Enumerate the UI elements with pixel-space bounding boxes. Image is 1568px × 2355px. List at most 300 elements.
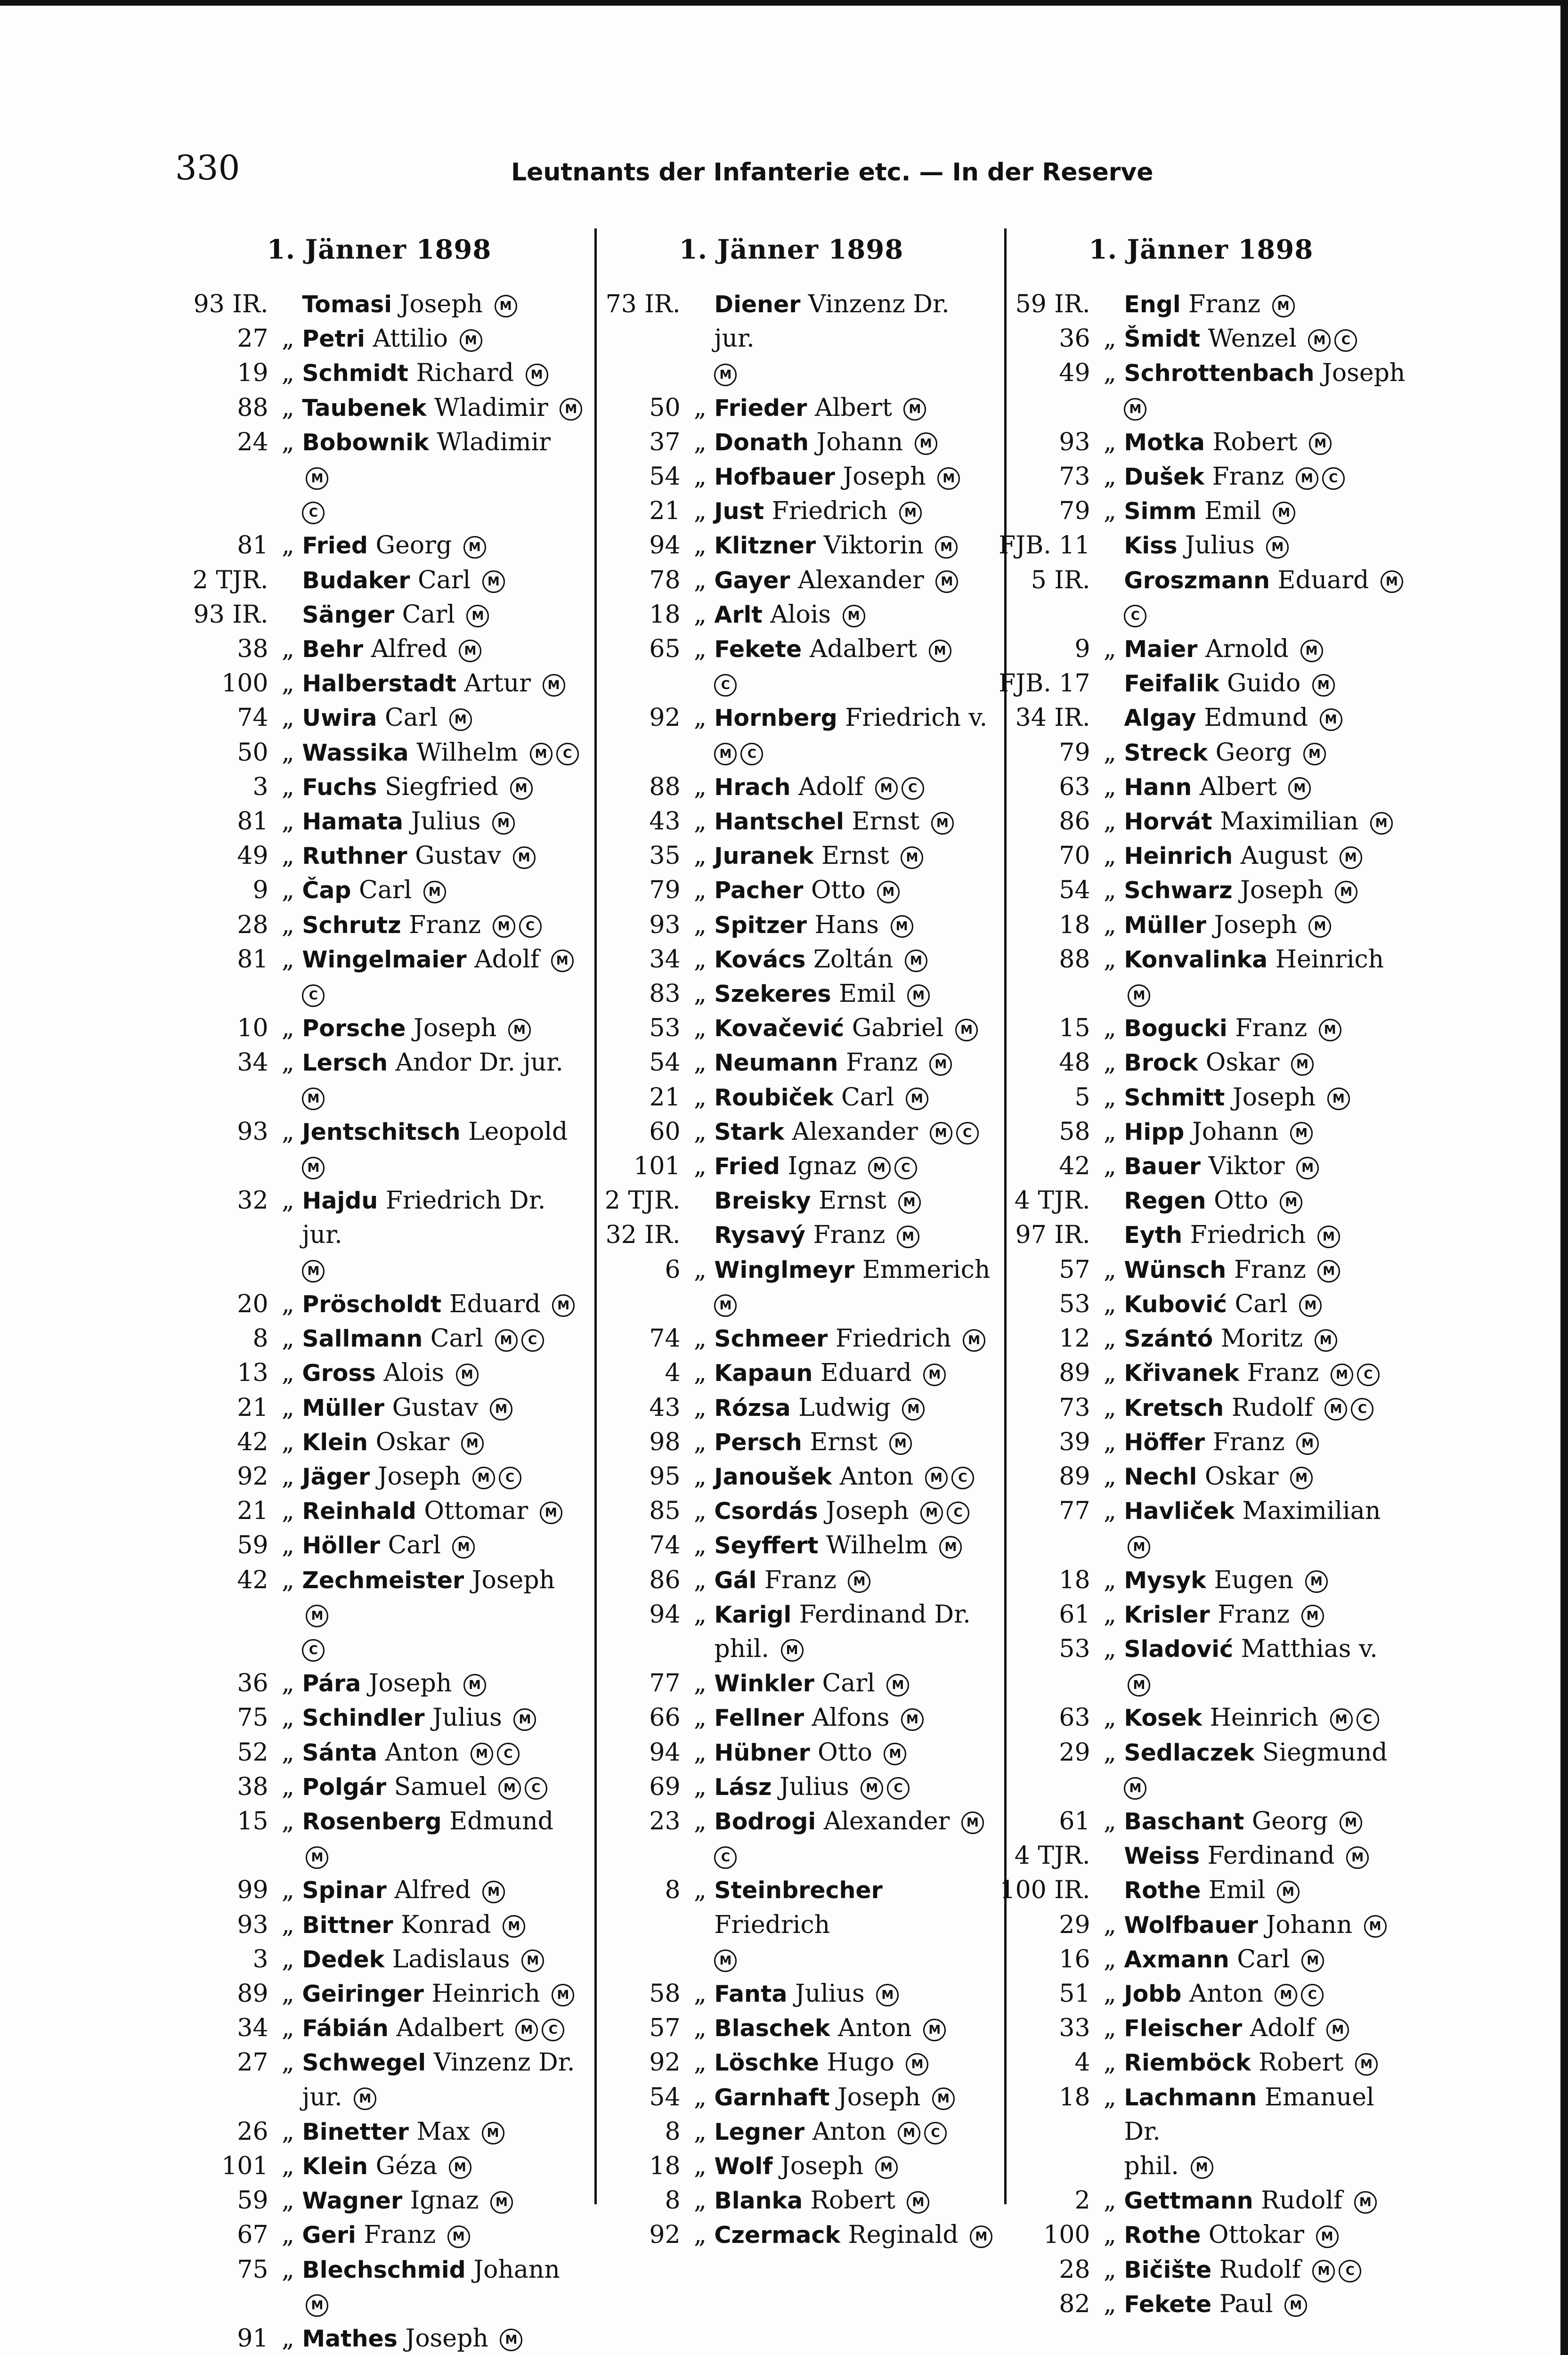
given-name: Hans xyxy=(814,910,879,939)
entry-line xyxy=(714,942,996,977)
given-name: Otto xyxy=(818,1738,872,1767)
circled-m-icon: M xyxy=(302,1260,325,1283)
circled-m-icon: M xyxy=(1301,1605,1324,1627)
entry-line xyxy=(302,1942,584,1977)
given-name: Ludwig xyxy=(798,1393,891,1422)
ditto-mark: „ xyxy=(1103,876,1116,905)
entry-line xyxy=(302,1356,584,1390)
ditto-mark: „ xyxy=(1103,1359,1116,1388)
entry-line xyxy=(1124,460,1406,494)
regiment-number: FJB. 11 xyxy=(999,531,1090,560)
circled-m-icon: M xyxy=(306,467,328,490)
entry-text xyxy=(1124,1287,1406,1322)
entry-text xyxy=(714,908,996,942)
circled-m-icon: M xyxy=(907,2191,929,2214)
regiment-number: 3 xyxy=(252,1945,268,1973)
entry-line xyxy=(1124,701,1406,735)
ditto-mark: „ xyxy=(1103,1979,1116,2008)
entry-line xyxy=(1124,2287,1406,2322)
given-name: Oskar xyxy=(375,1428,450,1456)
surname: Rózsa xyxy=(714,1394,791,1421)
entry-text xyxy=(714,1598,996,1666)
given-name: Adalbert xyxy=(396,2014,504,2043)
given-name: Johann xyxy=(1266,1910,1353,1939)
entry-line xyxy=(1124,1701,1406,1735)
list-entry xyxy=(174,2115,584,2149)
entry-text xyxy=(1124,1046,1406,1080)
given-name: Rudolf xyxy=(1261,2186,1343,2215)
ditto-mark: „ xyxy=(693,1048,707,1077)
given-name: Franz xyxy=(813,1221,886,1250)
regiment-number: 2 xyxy=(1074,2186,1090,2215)
regiment-number: 59 xyxy=(237,2186,268,2215)
entry-line xyxy=(302,804,584,839)
ditto-mark: „ xyxy=(281,842,294,870)
given-name: Franz xyxy=(764,1566,837,1594)
circled-m-icon: M xyxy=(915,432,937,455)
ditto-mark: „ xyxy=(693,497,707,526)
list-entry xyxy=(586,2184,996,2218)
regiment-number: 12 xyxy=(1059,1324,1090,1353)
given-name: Joseph xyxy=(414,1014,497,1043)
circled-m-icon: M xyxy=(423,881,446,903)
given-name: Rudolf xyxy=(1231,1393,1313,1422)
entry-line xyxy=(714,1598,996,1632)
circled-m-icon: M xyxy=(1273,502,1295,524)
surname: Rysavý xyxy=(714,1222,805,1249)
ditto-mark: „ xyxy=(1103,1152,1116,1181)
entry-text xyxy=(1124,1356,1406,1390)
list-entry xyxy=(996,666,1406,701)
entry-text xyxy=(714,1046,996,1080)
list-entry xyxy=(174,1322,584,1356)
regiment-number: 4 TJR. xyxy=(1014,1842,1090,1870)
entry-line xyxy=(302,2046,584,2080)
regiment-number: 54 xyxy=(649,2083,681,2111)
given-name: Wladimir xyxy=(434,393,548,422)
regiment-number: 74 xyxy=(237,704,268,732)
circled-m-icon: M xyxy=(931,812,954,835)
circled-m-icon: M xyxy=(1312,2260,1335,2282)
entry-text xyxy=(1124,1736,1406,1804)
given-name: Edmund xyxy=(449,1807,553,1835)
regiment-number: 8 xyxy=(252,1324,268,1353)
entry-line xyxy=(1124,770,1406,804)
ditto-mark: „ xyxy=(693,1324,707,1353)
regiment-number: 35 xyxy=(649,842,681,870)
given-name: Joseph xyxy=(1322,359,1406,388)
ditto-mark: „ xyxy=(281,1704,294,1732)
surname: Jobb xyxy=(1124,1980,1182,2007)
surname: Wingelmaier xyxy=(302,946,467,973)
regiment-number: 73 xyxy=(1059,463,1090,491)
regiment-number: 89 xyxy=(1059,1462,1090,1491)
entry-line xyxy=(1124,1322,1406,1356)
surname: Heinrich xyxy=(1124,843,1233,870)
list-entry xyxy=(586,804,996,839)
regiment-number: 18 xyxy=(649,600,681,629)
entry-text xyxy=(714,460,996,494)
regiment-number: 27 xyxy=(237,2048,268,2077)
circled-m-icon: M xyxy=(884,1743,906,1765)
entry-text xyxy=(1124,2287,1406,2322)
entry-line xyxy=(1124,1839,1406,1873)
entry-line xyxy=(714,1942,996,1977)
regiment-number: 21 xyxy=(649,1083,681,1112)
surname: Wolfbauer xyxy=(1124,1911,1258,1939)
given-name: Franz xyxy=(1234,1255,1306,1284)
entry-line xyxy=(302,1873,584,1908)
regiment-number: 54 xyxy=(1059,876,1090,905)
given-name: jur. xyxy=(302,2083,342,2111)
circled-m-icon: M xyxy=(1331,1364,1353,1386)
surname: Fried xyxy=(714,1153,780,1180)
regiment-number: 57 xyxy=(1059,1255,1090,1284)
regiment-number: 73 IR. xyxy=(605,290,681,318)
ditto-mark: „ xyxy=(693,1600,707,1629)
given-name: Franz xyxy=(1212,1428,1285,1456)
entry-line xyxy=(302,977,584,1011)
entry-line xyxy=(714,1770,996,1804)
entry-text xyxy=(1124,666,1406,701)
circled-m-icon: M xyxy=(463,1674,486,1697)
regiment-number: 81 xyxy=(237,807,268,836)
entry-text xyxy=(302,1011,584,1046)
list-entry xyxy=(996,770,1406,804)
list-column-1 xyxy=(174,226,584,2355)
entry-text xyxy=(714,1322,996,1356)
ditto-mark: „ xyxy=(281,1979,294,2008)
entry-line xyxy=(714,563,996,598)
circled-c-icon: C xyxy=(902,777,924,800)
list-entry xyxy=(586,287,996,391)
surname: Geri xyxy=(302,2222,356,2249)
regiment-number: 97 IR. xyxy=(1015,1221,1090,1250)
entry-text xyxy=(302,1666,584,1701)
given-name: Alexander xyxy=(792,1117,918,1146)
surname: Winkler xyxy=(714,1670,814,1697)
circled-m-icon: M xyxy=(897,1226,919,1248)
given-name: Andor Dr. jur. xyxy=(395,1048,563,1077)
given-name: Adolf xyxy=(474,945,540,974)
entry-text xyxy=(302,1977,584,2011)
list-entry xyxy=(586,908,996,942)
list-entry xyxy=(174,356,584,390)
circled-m-icon: M xyxy=(930,1122,952,1145)
entry-line xyxy=(1124,1149,1406,1184)
entry-text xyxy=(714,494,996,528)
entry-line xyxy=(1124,1494,1406,1563)
given-name: Joseph xyxy=(405,2324,488,2353)
circled-m-icon: M xyxy=(306,1846,328,1869)
ditto-mark: „ xyxy=(281,1772,294,1801)
circled-m-icon: M xyxy=(963,1329,985,1352)
list-entry xyxy=(996,2253,1406,2287)
entry-text xyxy=(302,1908,584,1942)
surname: Fanta xyxy=(714,1980,788,2007)
regiment-number: 69 xyxy=(649,1772,681,1801)
surname: Šmidt xyxy=(1124,325,1201,353)
surname: Geiringer xyxy=(302,1980,424,2007)
entry-line xyxy=(714,1632,996,1666)
surname: Kovács xyxy=(714,946,806,973)
entry-text xyxy=(1124,425,1406,460)
given-name: Johann xyxy=(473,2255,560,2284)
given-name: Carl xyxy=(1237,1945,1290,1973)
surname: Sallmann xyxy=(302,1325,423,1353)
given-name: Arnold xyxy=(1205,635,1289,664)
circled-m-icon: M xyxy=(1308,915,1331,938)
given-name: Franz xyxy=(409,910,481,939)
entry-line xyxy=(714,1356,996,1390)
entry-line xyxy=(1124,1460,1406,1494)
entry-line xyxy=(302,494,584,528)
list-entry xyxy=(586,1770,996,1804)
list-entry xyxy=(586,701,996,770)
entry-line xyxy=(1124,1873,1406,1908)
given-name: phil. xyxy=(714,1634,769,1663)
ditto-mark: „ xyxy=(281,2048,294,2077)
entry-line xyxy=(302,2322,584,2355)
entry-line xyxy=(302,1115,584,1149)
entry-line xyxy=(714,977,996,1011)
entry-line xyxy=(714,598,996,632)
list-entry xyxy=(174,701,584,735)
circled-m-icon: M xyxy=(490,2191,513,2214)
surname: Löschke xyxy=(714,2049,819,2077)
ditto-mark: „ xyxy=(1103,1497,1116,1526)
entry-line xyxy=(1124,839,1406,873)
circled-m-icon: M xyxy=(515,2019,538,2041)
regiment-number: 5 IR. xyxy=(1031,566,1090,594)
entry-line xyxy=(714,701,996,735)
circled-m-icon: M xyxy=(508,1019,531,1041)
entry-line xyxy=(302,1908,584,1942)
list-entry xyxy=(996,563,1406,632)
list-entry xyxy=(174,1356,584,1390)
given-name: Albert xyxy=(1199,772,1277,801)
list-entry xyxy=(174,1942,584,1977)
surname: Kapaun xyxy=(714,1360,813,1387)
given-name: Carl xyxy=(385,704,438,732)
regiment-number: 94 xyxy=(649,531,681,560)
given-name: Ottokar xyxy=(1208,2221,1304,2249)
given-name: Friedrich xyxy=(1190,1221,1306,1250)
given-name: Oskar xyxy=(1205,1048,1280,1077)
entry-line xyxy=(302,2253,584,2322)
given-name: Alexander xyxy=(823,1807,950,1835)
circled-c-icon: C xyxy=(1351,1398,1373,1421)
surname: Nechl xyxy=(1124,1463,1197,1490)
given-name: Julius xyxy=(779,1772,849,1801)
surname: Halberstadt xyxy=(302,670,456,698)
regiment-number: 91 xyxy=(237,2324,268,2353)
regiment-number: 24 xyxy=(237,428,268,456)
surname: Algay xyxy=(1124,705,1196,732)
ditto-mark: „ xyxy=(281,1462,294,1491)
list-entry xyxy=(586,1115,996,1149)
circled-c-icon: C xyxy=(714,674,737,697)
entry-line xyxy=(714,391,996,425)
list-entry xyxy=(586,1666,996,1701)
surname: Binetter xyxy=(302,2118,409,2145)
circled-m-icon: M xyxy=(1381,570,1403,593)
ditto-mark: „ xyxy=(693,1117,707,1146)
ditto-mark: „ xyxy=(1103,1600,1116,1629)
entry-text xyxy=(714,1356,996,1390)
circled-m-icon: M xyxy=(513,1708,536,1731)
given-name: Carl xyxy=(417,566,471,594)
circled-m-icon: M xyxy=(886,1674,909,1697)
circled-c-icon: C xyxy=(525,1777,547,1800)
entry-line xyxy=(1124,1942,1406,1977)
circled-m-icon: M xyxy=(552,1294,575,1317)
ditto-mark: „ xyxy=(1103,463,1116,491)
entry-text xyxy=(714,873,996,908)
entry-line xyxy=(1124,1425,1406,1460)
given-name: Viktor xyxy=(1208,1152,1285,1181)
given-name: Franz xyxy=(845,1048,918,1077)
list-entry xyxy=(174,563,584,598)
ditto-mark: „ xyxy=(1103,1428,1116,1456)
regiment-number: 54 xyxy=(649,1048,681,1077)
given-name: Moritz xyxy=(1220,1324,1303,1353)
regiment-number: 49 xyxy=(1059,359,1090,388)
surname: Eyth xyxy=(1124,1222,1183,1249)
ditto-mark: „ xyxy=(281,359,294,388)
entry-line xyxy=(1124,1046,1406,1080)
given-name: Alfred xyxy=(394,1876,471,1905)
entry-text xyxy=(1124,1218,1406,1252)
regiment-number: 93 IR. xyxy=(193,290,268,318)
surname: Klitzner xyxy=(714,532,816,560)
entry-line xyxy=(302,2115,584,2149)
circled-m-icon: M xyxy=(1124,398,1146,421)
entry-text xyxy=(302,2218,584,2252)
regiment-number: 88 xyxy=(237,393,268,422)
circled-m-icon: M xyxy=(902,1398,925,1421)
surname: Schwarz xyxy=(1124,877,1233,904)
entry-text xyxy=(714,2011,996,2046)
list-entry xyxy=(586,1460,996,1494)
entry-line xyxy=(714,839,996,873)
regiment-number: 89 xyxy=(1059,1359,1090,1388)
entry-line xyxy=(714,2011,996,2046)
entry-line xyxy=(714,770,996,804)
surname: Hann xyxy=(1124,773,1192,801)
ditto-mark: „ xyxy=(281,1738,294,1767)
list-entry xyxy=(996,1011,1406,1046)
entry-line xyxy=(302,1563,584,1632)
surname: Kovačević xyxy=(714,1015,845,1042)
circled-m-icon: M xyxy=(1128,1674,1150,1697)
entry-text xyxy=(714,1115,996,1149)
list-entry xyxy=(586,1218,996,1252)
entry-text xyxy=(302,1873,584,1908)
circled-m-icon: M xyxy=(1355,2053,1378,2076)
ditto-mark: „ xyxy=(281,772,294,801)
surname: Groszmann xyxy=(1124,567,1270,594)
entry-line xyxy=(1124,1287,1406,1322)
circled-m-icon: M xyxy=(495,295,517,317)
circled-m-icon: M xyxy=(923,1364,946,1386)
entry-line xyxy=(714,425,996,460)
regiment-number: 15 xyxy=(237,1807,268,1835)
list-entry xyxy=(996,356,1406,425)
entry-line xyxy=(302,1011,584,1046)
list-entry xyxy=(174,1563,584,1667)
entry-text xyxy=(1124,2184,1406,2218)
regiment-number: 34 IR. xyxy=(1015,704,1090,732)
entry-line xyxy=(1124,528,1406,563)
list-entry xyxy=(996,942,1406,1011)
circled-c-icon: C xyxy=(1334,329,1357,352)
given-name: Friedrich xyxy=(835,1324,951,1353)
regiment-number: 59 IR. xyxy=(1015,290,1090,318)
surname: Bauer xyxy=(1124,1153,1201,1180)
list-entry xyxy=(174,1701,584,1735)
entry-text xyxy=(1124,942,1406,1011)
entry-text xyxy=(302,908,584,942)
surname: Motka xyxy=(1124,429,1205,456)
circled-m-icon: M xyxy=(901,1708,924,1731)
regiment-number: 66 xyxy=(649,1704,681,1732)
entry-line xyxy=(302,528,584,563)
given-name: Eduard xyxy=(449,1290,541,1318)
entry-text xyxy=(1124,1460,1406,1494)
list-entry xyxy=(586,1391,996,1425)
regiment-number: 101 xyxy=(221,2152,268,2180)
list-entry xyxy=(586,1528,996,1563)
ditto-mark: „ xyxy=(1103,2014,1116,2043)
regiment-number: 53 xyxy=(1059,1290,1090,1318)
entry-line xyxy=(302,391,584,425)
circled-m-icon: M xyxy=(482,1881,505,1903)
ditto-mark: „ xyxy=(693,1772,707,1801)
surname: Dušek xyxy=(1124,463,1204,491)
entry-line xyxy=(714,1563,996,1598)
ditto-mark: „ xyxy=(693,1531,707,1560)
entry-line xyxy=(1124,1908,1406,1942)
circled-m-icon: M xyxy=(1290,1467,1313,1489)
entry-text xyxy=(714,2218,996,2252)
given-name: Vinzenz Dr. xyxy=(433,2048,575,2077)
surname: Sánta xyxy=(302,1739,378,1766)
circled-m-icon: M xyxy=(493,915,515,938)
entry-text xyxy=(302,1770,584,1804)
list-entry xyxy=(174,2011,584,2046)
list-entry xyxy=(586,1356,996,1390)
list-entry xyxy=(586,1494,996,1528)
given-name: Gustav xyxy=(415,842,502,870)
regiment-number: 75 xyxy=(237,1704,268,1732)
entry-text xyxy=(714,1563,996,1598)
entry-text xyxy=(714,2184,996,2218)
list-entry xyxy=(996,736,1406,770)
given-name: Franz xyxy=(1218,1600,1290,1629)
entry-text xyxy=(1124,1080,1406,1115)
circled-m-icon: M xyxy=(1315,1329,1337,1352)
given-name: Adalbert xyxy=(809,635,918,664)
entry-line xyxy=(302,1770,584,1804)
regiment-number: 48 xyxy=(1059,1048,1090,1077)
entry-text xyxy=(302,598,584,632)
circled-m-icon: M xyxy=(929,1053,952,1076)
given-name: Viktorin xyxy=(823,531,924,560)
entry-line xyxy=(302,1666,584,1701)
regiment-number: 100 xyxy=(221,669,268,698)
circled-c-icon: C xyxy=(556,743,579,765)
